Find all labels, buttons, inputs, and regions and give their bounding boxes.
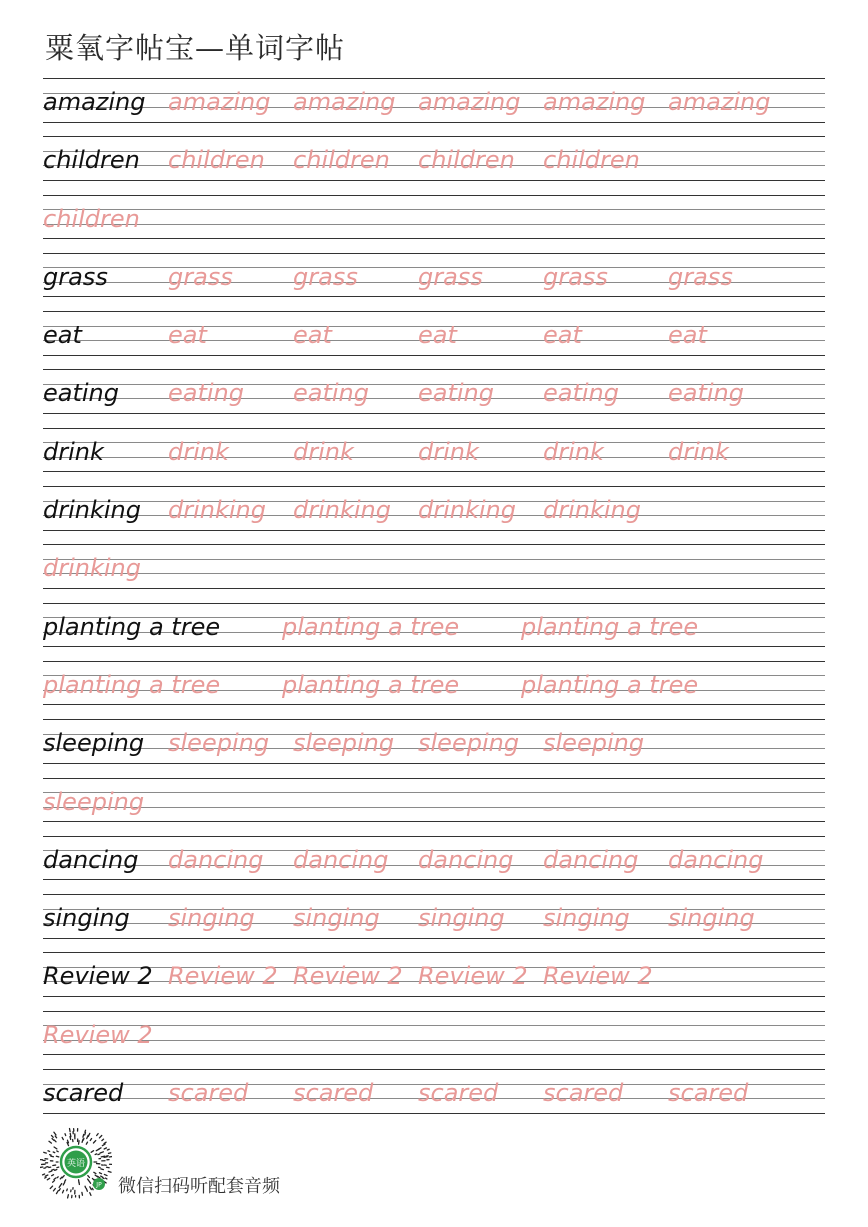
trace-word: grass	[293, 262, 358, 291]
trace-word: drinking	[168, 496, 266, 525]
trace-word: dancing	[543, 845, 639, 874]
guide-line	[43, 1011, 825, 1012]
row-words	[43, 257, 825, 297]
trace-word: Review 2	[543, 962, 653, 991]
practice-row	[43, 369, 825, 427]
trace-word: eat	[168, 321, 207, 350]
row-words	[43, 607, 825, 647]
trace-word: planting a tree	[282, 670, 460, 699]
guide-line	[43, 778, 825, 779]
trace-word: planting a tree	[282, 612, 460, 641]
trace-word: grass	[668, 262, 733, 291]
practice-row	[43, 428, 825, 486]
trace-word: scared	[543, 1079, 624, 1108]
guide-line	[43, 952, 825, 953]
practice-row	[43, 603, 825, 661]
trace-word: drinking	[293, 496, 391, 525]
guide-line	[43, 836, 825, 837]
trace-word: children	[543, 146, 640, 175]
trace-word: Review 2	[168, 962, 278, 991]
trace-word: drinking	[418, 496, 516, 525]
row-words	[43, 1073, 825, 1113]
row-words	[43, 782, 825, 822]
trace-word: amazing	[543, 88, 646, 116]
practice-row	[43, 311, 825, 369]
handwriting-sheet	[43, 78, 825, 1127]
model-word: singing	[43, 904, 130, 933]
practice-row	[43, 894, 825, 952]
trace-word: drinking	[43, 554, 141, 583]
trace-word: amazing	[668, 88, 771, 116]
row-words	[43, 373, 825, 413]
model-word: eating	[43, 379, 119, 408]
trace-word: eating	[293, 379, 369, 408]
trace-word: eating	[168, 379, 244, 408]
footer	[40, 1127, 440, 1199]
trace-word: grass	[168, 262, 233, 291]
trace-word: singing	[543, 904, 630, 933]
trace-word: scared	[168, 1079, 249, 1108]
guide-line	[43, 544, 825, 545]
guide-line	[43, 603, 825, 604]
practice-row	[43, 778, 825, 836]
row-words	[43, 548, 825, 588]
row-words	[43, 432, 825, 472]
row-words	[43, 315, 825, 355]
trace-word: drink	[668, 437, 729, 466]
trace-word: sleeping	[43, 787, 145, 816]
model-word: drink	[43, 437, 104, 466]
trace-word: sleeping	[418, 729, 520, 758]
row-words	[43, 665, 825, 705]
trace-word: eat	[418, 321, 457, 350]
practice-row	[43, 1011, 825, 1069]
trace-word: drink	[293, 437, 354, 466]
practice-row	[43, 253, 825, 311]
trace-word: Review 2	[293, 962, 403, 991]
practice-row	[43, 952, 825, 1010]
qr-corner-label: JP	[96, 1181, 102, 1189]
trace-word: scared	[293, 1079, 374, 1108]
trace-word: children	[43, 204, 140, 233]
row-words	[43, 956, 825, 996]
model-word: children	[43, 146, 140, 175]
row-words	[43, 490, 825, 530]
trace-word: singing	[168, 904, 255, 933]
guide-line	[43, 894, 825, 895]
qr-badge-label: 英语	[66, 1159, 86, 1169]
model-word: scared	[43, 1079, 124, 1108]
practice-row	[43, 661, 825, 719]
model-word: eat	[43, 321, 82, 350]
model-word: planting a tree	[43, 612, 221, 641]
trace-word: singing	[668, 904, 755, 933]
trace-word: amazing	[418, 88, 521, 116]
trace-word: dancing	[418, 845, 514, 874]
trace-word: eat	[293, 321, 332, 350]
trace-word: sleeping	[293, 729, 395, 758]
guide-line	[43, 719, 825, 720]
trace-word: singing	[418, 904, 505, 933]
trace-word: drink	[168, 437, 229, 466]
trace-word: eat	[668, 321, 707, 350]
practice-row	[43, 544, 825, 602]
row-words	[43, 723, 825, 763]
row-words	[43, 898, 825, 938]
row-words	[43, 1015, 825, 1055]
trace-word: eating	[543, 379, 619, 408]
trace-word: eat	[543, 321, 582, 350]
model-word: sleeping	[43, 729, 145, 758]
trace-word: drinking	[543, 496, 641, 525]
trace-word: amazing	[168, 88, 271, 116]
practice-row	[43, 1069, 825, 1127]
trace-word: grass	[543, 262, 608, 291]
trace-word: planting a tree	[521, 612, 699, 641]
guide-line	[43, 1069, 825, 1070]
guide-line	[43, 428, 825, 429]
trace-word: Review 2	[43, 1020, 153, 1049]
trace-word: dancing	[668, 845, 764, 874]
trace-word: Review 2	[418, 962, 528, 991]
trace-word: sleeping	[543, 729, 645, 758]
guide-line	[43, 486, 825, 487]
guide-line	[43, 311, 825, 312]
model-word: amazing	[43, 88, 146, 116]
trace-word: singing	[293, 904, 380, 933]
trace-word: scared	[418, 1079, 499, 1108]
trace-word: drink	[418, 437, 479, 466]
row-words	[43, 199, 825, 239]
guide-line	[43, 661, 825, 662]
qr-code-icon[interactable]	[40, 1127, 112, 1199]
trace-word: planting a tree	[521, 670, 699, 699]
practice-row	[43, 836, 825, 894]
model-word: drinking	[43, 496, 141, 525]
trace-word: sleeping	[168, 729, 270, 758]
practice-row	[43, 195, 825, 253]
page-title: 粟氧字帖宝—单词字帖	[45, 31, 346, 65]
guide-line	[43, 369, 825, 370]
trace-word: drink	[543, 437, 604, 466]
trace-word: children	[418, 146, 515, 175]
trace-word: eating	[418, 379, 494, 408]
guide-line	[43, 136, 825, 137]
row-words	[43, 82, 825, 122]
model-word: Review 2	[43, 962, 153, 991]
trace-word: planting a tree	[43, 670, 221, 699]
trace-word: dancing	[168, 845, 264, 874]
trace-word: amazing	[293, 88, 396, 116]
model-word: dancing	[43, 845, 139, 874]
guide-line	[43, 195, 825, 196]
trace-word: children	[168, 146, 265, 175]
practice-row	[43, 486, 825, 544]
practice-row	[43, 719, 825, 777]
trace-word: scared	[668, 1079, 749, 1108]
model-word: grass	[43, 262, 108, 291]
row-words	[43, 140, 825, 180]
trace-word: eating	[668, 379, 744, 408]
practice-row	[43, 78, 825, 136]
trace-word: grass	[418, 262, 483, 291]
practice-row	[43, 136, 825, 194]
guide-line	[43, 78, 825, 79]
audio-caption: 微信扫码听配套音频	[118, 1176, 280, 1197]
trace-word: dancing	[293, 845, 389, 874]
trace-word: children	[293, 146, 390, 175]
row-words	[43, 840, 825, 880]
guide-line	[43, 253, 825, 254]
